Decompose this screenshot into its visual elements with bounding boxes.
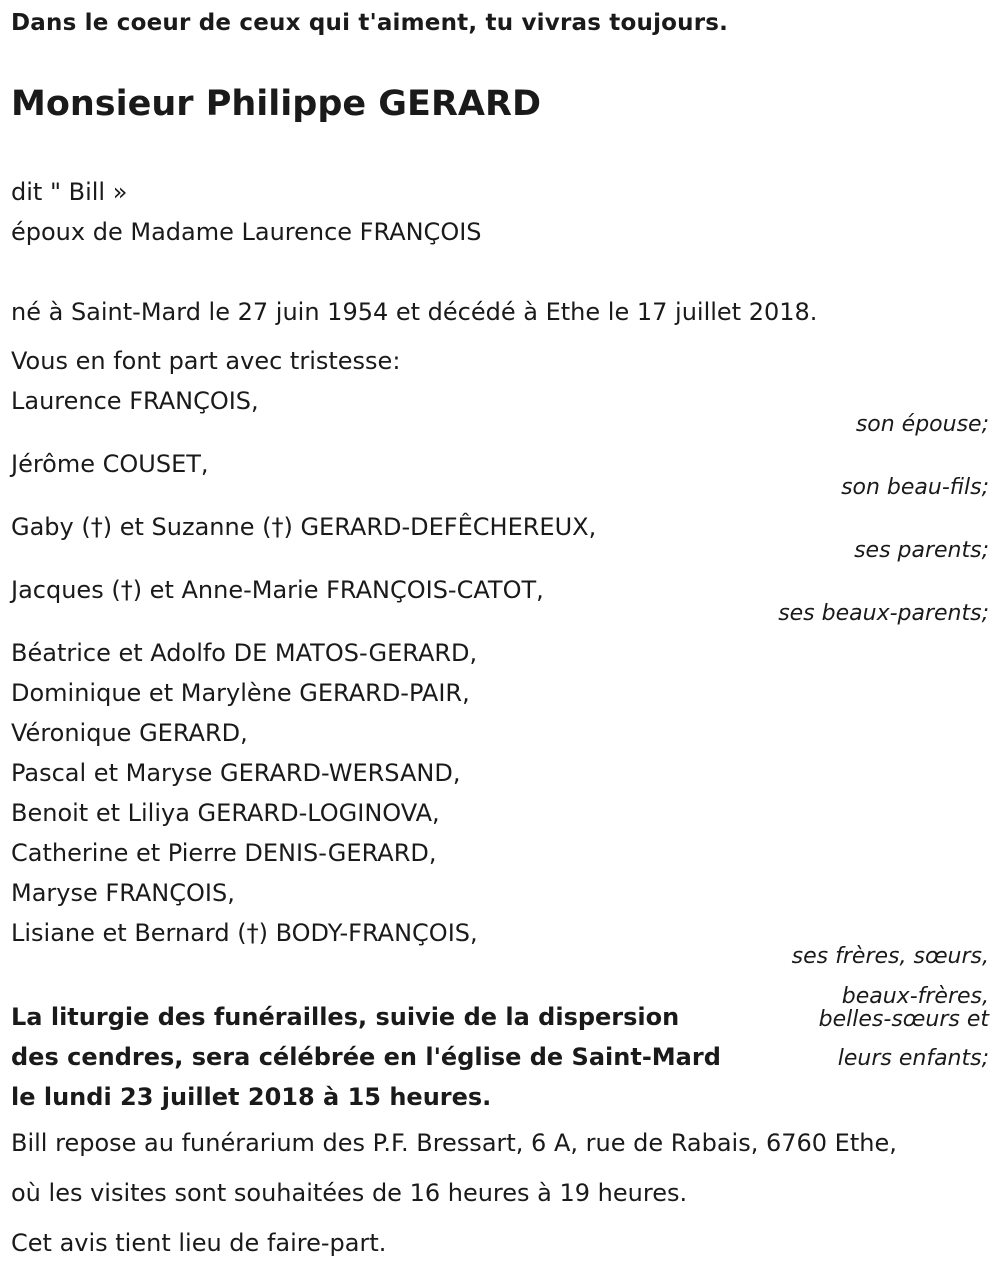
liturgy-line: La liturgie des funérailles, suivie de la dispersion xyxy=(11,1003,680,1031)
siblings-relation-line: belles-sœurs et xyxy=(818,1007,989,1032)
siblings-relation-line: ses frères, sœurs, xyxy=(791,944,989,969)
liturgy-line: des cendres, sera célébrée en l'église de Saint-Mard xyxy=(11,1043,721,1071)
sibling-line: Benoit et Liliya GERARD-LOGINOVA, xyxy=(11,799,440,827)
funeral-home-line: Bill repose au funérarium des P.F. Bressart, 6 A, rue de Rabais, 6760 Ethe, xyxy=(11,1129,897,1157)
family-names-parents-in-law: Jacques (†) et Anne-Marie FRANÇOIS-CATOT, xyxy=(11,576,544,604)
epigraph: Dans le coeur de ceux qui t'aiment, tu vivras toujours. xyxy=(11,10,729,36)
family-relation-stepson: son beau-fils; xyxy=(841,475,989,500)
liturgy-announcement xyxy=(11,997,771,1117)
family-relation-parents-in-law: ses beaux-parents; xyxy=(778,601,989,626)
family-names-stepson: Jérôme COUSET, xyxy=(11,450,209,478)
sibling-line: Maryse FRANÇOIS, xyxy=(11,879,235,907)
closing-line: Cet avis tient lieu de faire-part. xyxy=(11,1229,387,1257)
deceased-name: Monsieur Philippe GERARD xyxy=(11,84,541,124)
family-relation-parents: ses parents; xyxy=(854,538,989,563)
birth-death-line: né à Saint-Mard le 27 juin 1954 et décédé à Ethe le 17 juillet 2018. xyxy=(11,298,818,326)
sibling-line: Véronique GERARD, xyxy=(11,719,248,747)
family-names-parents: Gaby (†) et Suzanne (†) GERARD-DEFÊCHEREUX, xyxy=(11,513,597,541)
sibling-line: Béatrice et Adolfo DE MATOS-GERARD, xyxy=(11,639,478,667)
siblings-relation-line: beaux-frères, xyxy=(841,984,989,1009)
spouse-line: époux de Madame Laurence FRANÇOIS xyxy=(11,218,482,246)
sibling-line: Dominique et Marylène GERARD-PAIR, xyxy=(11,679,470,707)
siblings-relation-line: leurs enfants; xyxy=(837,1046,989,1071)
sibling-line: Pascal et Maryse GERARD-WERSAND, xyxy=(11,759,461,787)
nickname: dit " Bill » xyxy=(11,178,128,206)
intro-line: Vous en font part avec tristesse: xyxy=(11,347,401,375)
family-names-spouse: Laurence FRANÇOIS, xyxy=(11,387,259,415)
sibling-line: Catherine et Pierre DENIS-GERARD, xyxy=(11,839,437,867)
sibling-line: Lisiane et Bernard (†) BODY-FRANÇOIS, xyxy=(11,919,478,947)
family-relation-spouse: son épouse; xyxy=(855,412,989,437)
visiting-hours-line: où les visites sont souhaitées de 16 heures à 19 heures. xyxy=(11,1179,688,1207)
liturgy-line: le lundi 23 juillet 2018 à 15 heures. xyxy=(11,1083,492,1111)
